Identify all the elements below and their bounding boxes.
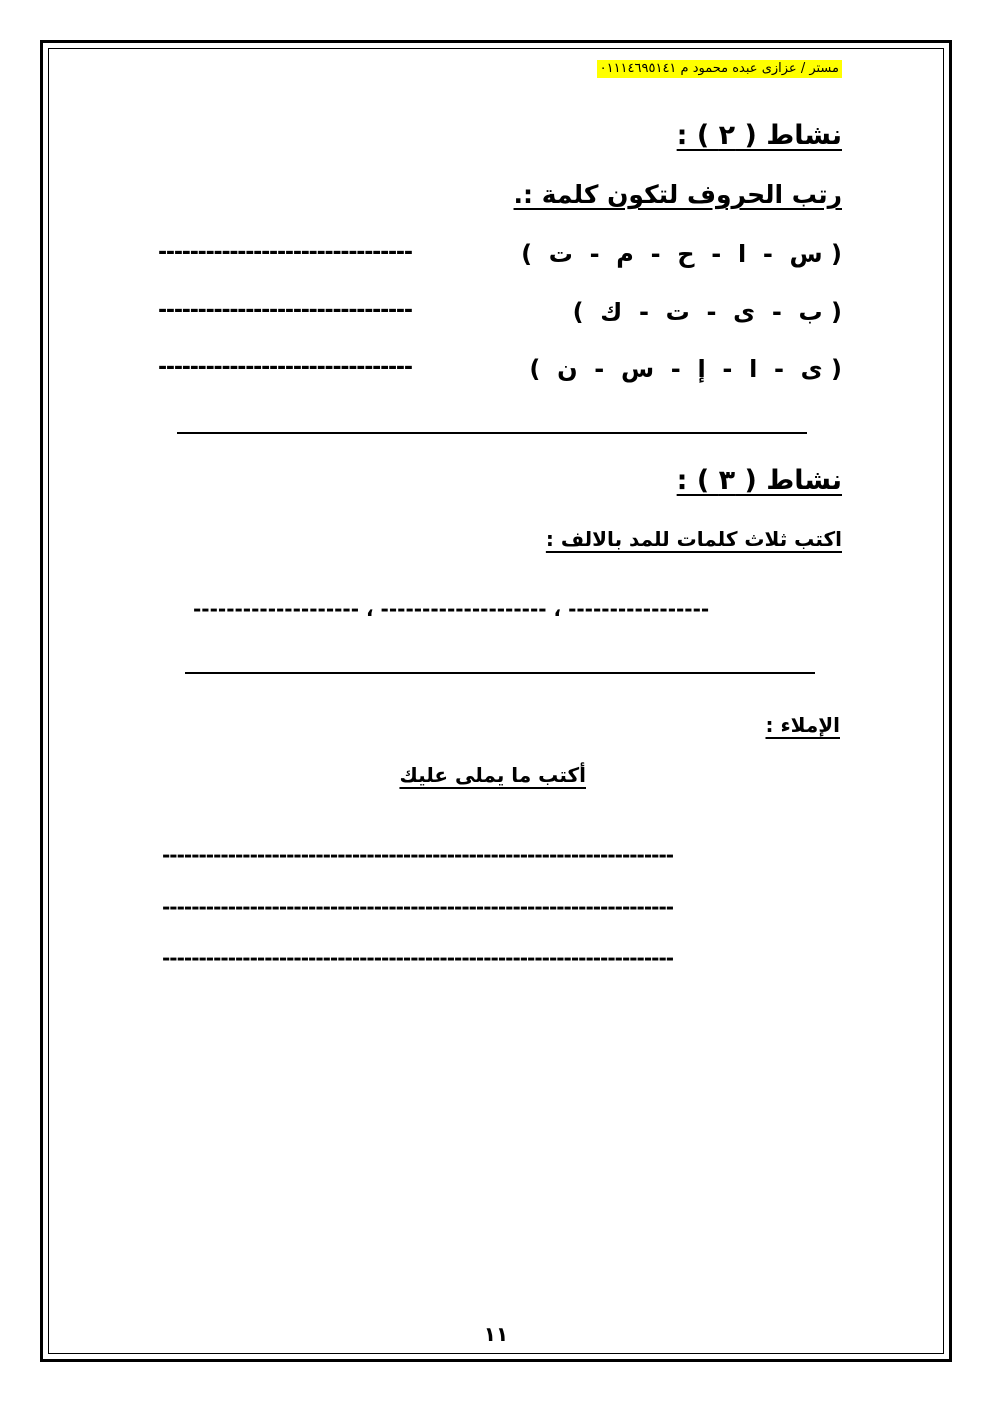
scramble-row	[0, 298, 992, 334]
answer-blank: --------------------------------	[158, 240, 412, 265]
writing-line: ----------------------------------------------------------------------	[162, 895, 674, 919]
answer-blank: --------------------------------	[158, 355, 412, 380]
scramble-row	[0, 240, 992, 276]
section-divider	[185, 672, 815, 674]
answer-blank: --------------------------------	[158, 298, 412, 323]
teacher-credit: مستر / عزازى عبده محمود م ٠١١١٤٦٩٥١٤١	[597, 60, 842, 78]
scramble-row	[0, 355, 992, 391]
writing-line: ----------------------------------------------------------------------	[162, 946, 674, 970]
scrambled-letters: ( س - ا - ح - م - ت )	[521, 240, 842, 268]
section-divider	[177, 432, 807, 434]
writing-line: ----------------------------------------------------------------------	[162, 843, 674, 867]
activity-3-instruction: اكتب ثلاث كلمات للمد بالالف :	[545, 527, 842, 551]
scrambled-letters: ( ى - ا - إ - س - ن )	[529, 355, 842, 383]
activity-2-title: نشاط ( ٢ ) :	[676, 120, 842, 151]
activity-3-title: نشاط ( ٣ ) :	[676, 465, 842, 496]
page-number: ١١	[483, 1322, 509, 1346]
answer-blank: -------------------- ، -------------------- ، -----------------	[193, 597, 710, 621]
dictation-heading: الإملاء :	[765, 713, 840, 737]
activity-2-instruction: رتب الحروف لتكون كلمة :.	[513, 180, 842, 209]
dictation-instruction: أكتب ما يملى عليك	[399, 763, 586, 787]
scrambled-letters: ( ب - ى - ت - ك )	[572, 298, 842, 326]
